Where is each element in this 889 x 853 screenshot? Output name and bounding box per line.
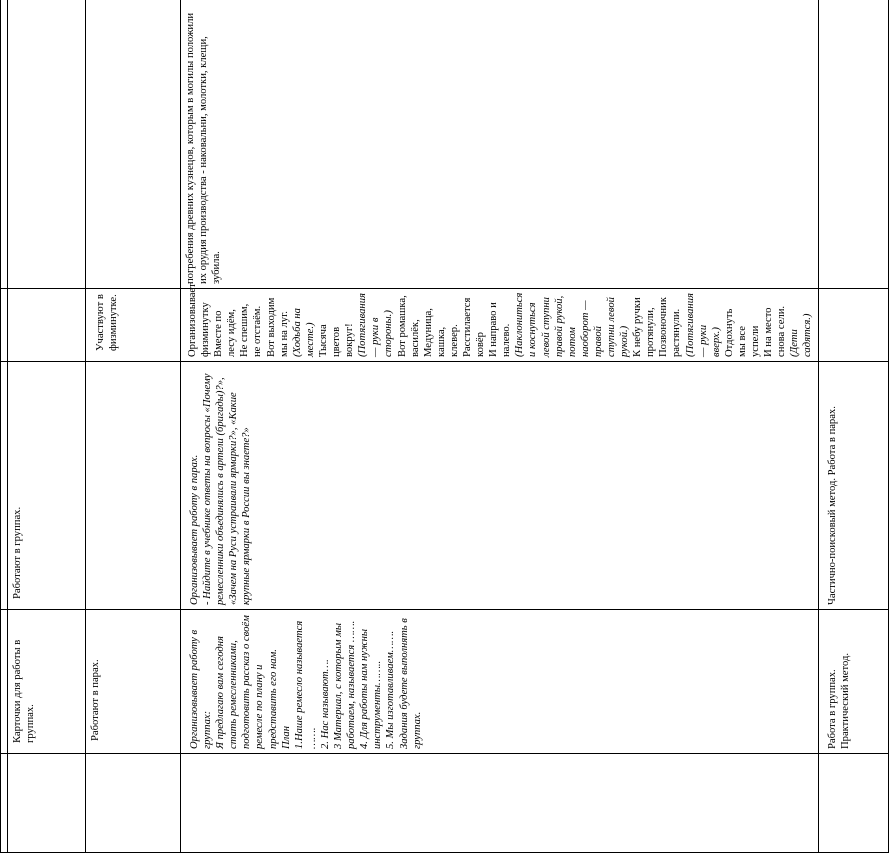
cell-methods-2: [818, 610, 888, 754]
cell-methods-5: [818, 0, 888, 289]
table-row-teacher: [181, 0, 819, 853]
poem-line-2: Не спешим, не отстаём.: [239, 303, 264, 357]
pairs-work-label: Работают в парах.: [90, 659, 101, 741]
poem-line-12: К небу ручки протянули,: [632, 297, 657, 357]
poem-line-3: Вот выходим мы на луг.: [265, 297, 290, 357]
fizminutka-title: Организовывает физминутку: [187, 283, 212, 357]
plan-item-5: 5. Мы изготавливаем…….: [385, 630, 397, 749]
cell-students-1: [86, 754, 181, 853]
cell-resources-5: [8, 0, 86, 289]
cell-teacher-4: [181, 283, 819, 362]
cell-top-5: [1, 0, 8, 289]
poem-line-15: Отдохнуть мы все успели: [723, 308, 762, 357]
table-row-students: [86, 0, 181, 853]
poem-line-10: И направо и налево.: [488, 302, 513, 357]
cell-students-3: [86, 362, 181, 610]
cell-students-5: [86, 0, 181, 289]
groups-task: Я предлагаю вам сегодня стать ремесленниками, подготовить рассказ о своём ремесле по плану и представить его нам.: [215, 615, 279, 749]
cell-top-1: [1, 754, 8, 853]
cell-teacher-1: [181, 754, 819, 853]
poem-line-8: Медуница, кашка, клевер.: [422, 308, 460, 357]
fizminutka-participation-label: Участвуют в физминутке.: [95, 294, 120, 351]
plan-item-1: 1.Наше ремесло называется …….: [293, 620, 318, 749]
pairs-task: - Найдите в учебнике ответы на вопросы «Почему ремесленники объединялись в артели (бригады)?», «Зачем на Руси устраивали ярмарки?», «Какие крупные ярмарки в России вы знаете?»: [202, 373, 253, 605]
cell-teacher-2: [181, 610, 819, 754]
pairs-title: Организовывает работу в парах.: [189, 454, 200, 605]
poem-line-4: (Ходьба на месте.): [291, 308, 316, 357]
groups-work-label: Работают в группах.: [12, 506, 23, 599]
cell-resources-1: [8, 754, 86, 853]
plan-item-4: 4. Для работы нам нужны инструменты……..: [359, 628, 384, 749]
cell-teacher-5: [181, 0, 819, 289]
cell-top-2: [1, 610, 8, 754]
cell-teacher-3: [181, 362, 819, 610]
groups-title: Организовывает работу в группах:: [189, 629, 214, 749]
plan-title: План: [280, 726, 292, 749]
cell-top-4: [1, 289, 8, 362]
cell-resources-4: [8, 289, 86, 362]
cell-resources-2: [8, 610, 86, 754]
cell-methods-1: [818, 754, 888, 853]
poem-line-11: (Наклониться и коснуться левой ступни правой рукой, потом наоборот — правой ступни левой рукой.): [514, 292, 631, 357]
plan-item-3: 3 Материал, с которым мы работаем, называется …….: [333, 620, 358, 749]
poem-line-5: Тысяча цветов вокруг!: [317, 323, 356, 357]
cell-top-3: [1, 362, 8, 610]
poem-line-6: (Потягивания — руки в стороны.): [357, 293, 395, 357]
cell-methods-3: [818, 362, 888, 610]
poem-line-13: Позвоночник растянули.: [658, 297, 683, 357]
cell-students-2: [86, 610, 181, 754]
poem-line-1: Вместе по лесу идём,: [213, 309, 238, 357]
poem-line-17: (Дети садятся.): [789, 313, 814, 357]
table-row-top: [1, 0, 8, 853]
poem-line-16: И на место снова сели.: [763, 305, 788, 357]
poem-line-14: (Потягивания — руки вверх.): [684, 293, 722, 357]
cell-resources-3: [8, 362, 86, 610]
poem-line-9: Расстилается ковёр: [461, 297, 487, 357]
table-row-resources: [8, 0, 86, 853]
table-row-methods: [818, 0, 888, 853]
intro-text: погребения древних кузнецов, которым в могилы положили их орудия производства - наковальни, молотки, клещи, зубила.: [185, 12, 223, 284]
method-pairs: Частично-поисковый метод. Работа в парах.: [826, 406, 838, 605]
method-groups: Работа в группах. Практический метод.: [826, 652, 851, 749]
plan-item-6: Задания будете выполнять в группах.: [398, 618, 423, 749]
poem-line-7: Вот ромашка, василёк,: [396, 295, 421, 357]
cell-methods-4: [818, 289, 888, 362]
plan-item-2: 2. Нас называют….: [319, 659, 331, 749]
cell-students-4: [86, 289, 181, 362]
group-cards-label: Карточки для работы в группах.: [12, 639, 37, 743]
